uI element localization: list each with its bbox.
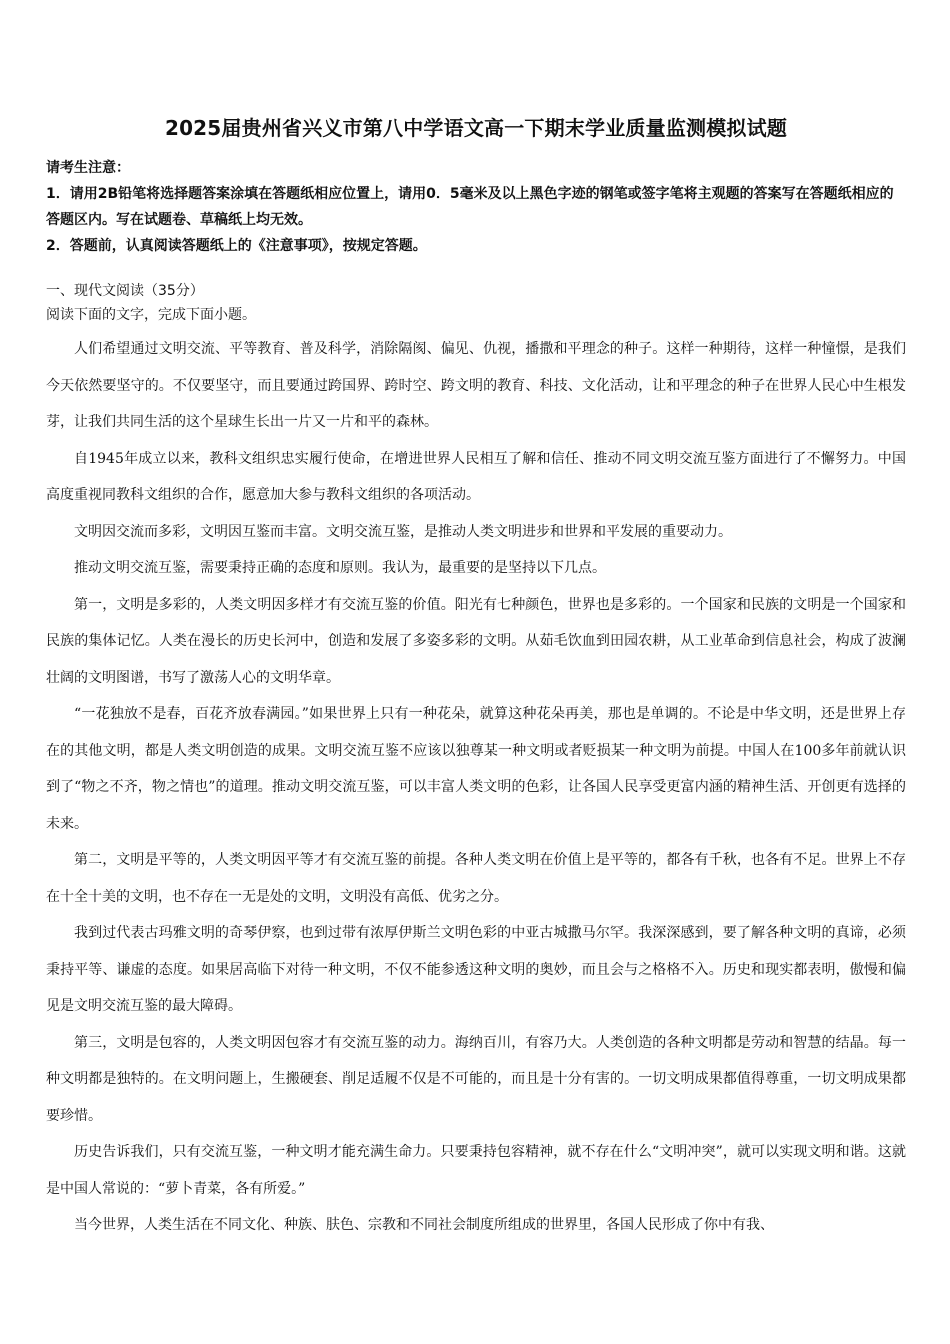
passage-paragraph: “一花独放不是春，百花齐放春满园。”如果世界上只有一种花朵，就算这种花朵再美，那也是单调的。不论是中华文明，还是世界上存在的其他文明，都是人类文明创造的成果。文明交流互鉴不应该以独尊某一种文明或者贬损某一种文明为前提。中国人在100多年前就认识到了“物之不齐，物之情也”的道理。推动文明交流互鉴，可以丰富人类文明的色彩，让各国人民享受更富内涵的精神生活、开创更有选择的未来。 — [46, 706, 906, 832]
passage-paragraph: 第一，文明是多彩的，人类文明因多样才有交流互鉴的价值。阳光有七种颜色，世界也是多彩的。一个国家和民族的文明是一个国家和民族的集体记忆。人类在漫长的历史长河中，创造和发展了多姿多彩的文明。从茹毛饮血到田园农耕，从工业革命到信息社会，构成了波澜壮阔的文明图谱，书写了激荡人心的文明华章。 — [46, 596, 906, 686]
passage-paragraph: 第三，文明是包容的，人类文明因包容才有交流互鉴的动力。海纳百川，有容乃大。人类创造的各种文明都是劳动和智慧的结晶。每一种文明都是独特的。在文明问题上，生搬硬套、削足适履不仅是不可能的，而且是十分有害的。一切文明成果都值得尊重，一切文明成果都要珍惜。 — [46, 1034, 906, 1124]
section-instruction: 阅读下面的文字，完成下面小题。 — [46, 307, 256, 323]
passage-paragraph: 文明因交流而多彩，文明因互鉴而丰富。文明交流互鉴，是推动人类文明进步和世界和平发展的重要动力。 — [74, 523, 732, 540]
notice-heading: 请考生注意： — [46, 160, 130, 176]
passage-paragraph: 当今世界，人类生活在不同文化、种族、肤色、宗教和不同社会制度所组成的世界里，各国人民形成了你中有我、 — [74, 1217, 774, 1233]
passage-paragraph: 第二，文明是平等的，人类文明因平等才有交流互鉴的前提。各种人类文明在价值上是平等的，都各有千秋，也各有不足。世界上不存在十全十美的文明，也不存在一无是处的文明，文明没有高低、优劣之分。 — [46, 852, 906, 905]
passage-paragraph: 自1945年成立以来，教科文组织忠实履行使命，在增进世界人民相互了解和信任、推动不同文明交流互鉴方面进行了不懈努力。中国高度重视同教科文组织的合作，愿意加大参与教科文组织的各项活动。 — [46, 450, 906, 503]
notice-item-1: 1．请用2B铅笔将选择题答案涂填在答题纸相应位置上，请用0．5毫米及以上黑色字迹的钢笔或签字笔将主观题的答案写在答题纸相应的答题区内。写在试题卷、草稿纸上均无效。 — [46, 186, 894, 228]
reading-passage — [46, 331, 906, 1244]
passage-paragraph: 历史告诉我们，只有交流互鉴，一种文明才能充满生命力。只要秉持包容精神，就不存在什么“文明冲突”，就可以实现文明和谐。这就是中国人常说的：“萝卜青菜，各有所爱。” — [46, 1144, 906, 1197]
passage-paragraph: 推动文明交流互鉴，需要秉持正确的态度和原则。我认为，最重要的是坚持以下几点。 — [74, 560, 606, 576]
candidate-notice — [46, 155, 906, 259]
section-heading: 一、现代文阅读（35分） — [46, 283, 204, 299]
passage-paragraph: 我到过代表古玛雅文明的奇琴伊察，也到过带有浓厚伊斯兰文明色彩的中亚古城撒马尔罕。我深深感到，要了解各种文明的真谛，必须秉持平等、谦虚的态度。如果居高临下对待一种文明，不仅不能参透这种文明的奥妙，而且会与之格格不入。历史和现实都表明，傲慢和偏见是文明交流互鉴的最大障碍。 — [46, 925, 906, 1014]
notice-item-2: 2．答题前，认真阅读答题纸上的《注意事项》，按规定答题。 — [46, 238, 427, 254]
document-page — [46, 112, 906, 1244]
page-title: 2025届贵州省兴义市第八中学语文高一下期末学业质量监测模拟试题 — [164, 116, 788, 140]
passage-paragraph: 人们希望通过文明交流、平等教育、普及科学，消除隔阂、偏见、仇视，播撒和平理念的种子。这样一种期待，这样一种憧憬，是我们今天依然要坚守的。不仅要坚守，而且要通过跨国界、跨时空、跨文明的教育、科技、文化活动，让和平理念的种子在世界人民心中生根发芽，让我们共同生活的这个星球生长出一片又一片和平的森林。 — [46, 341, 906, 430]
